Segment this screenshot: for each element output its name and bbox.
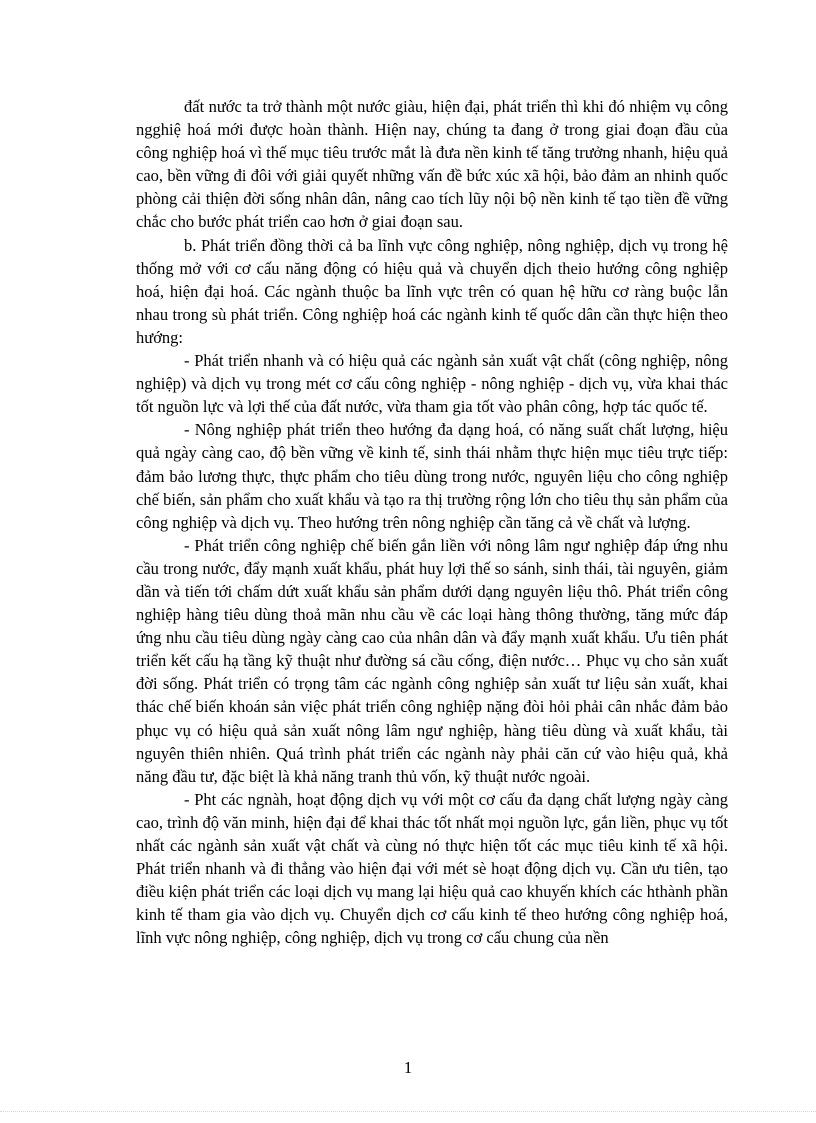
body-text [136,95,728,949]
paragraph: b. Phát triển đồng thời cả ba lĩnh vực công nghiệp, nông nghiệp, dịch vụ trong hệ thống mở với cơ cấu năng động có hiệu quả và chuyển dịch theio hướng công nghiệp hoá, hiện đại hoá. Các ngành thuộc ba lĩnh vực trên có quan hệ hữu cơ ràng buộc lẫn nhau trong sù phát triển. Công nghiệp hoá các ngành kinh tế quốc dân cần thực hiện theo hướng: [136,235,728,347]
paragraph: - Nông nghiệp phát triển theo hướng đa dạng hoá, có năng suất chất lượng, hiệu quả ngày càng cao, độ bền vững về kinh tế, sinh thái nhằm thực hiện mục tiêu trực tiếp: đảm bảo lương thực, thực phẩm cho tiêu dùng trong nước, nguyên liệu cho công nghiệp chế biến, sản phẩm cho xuất khẩu và tạo ra thị trường rộng lớn cho tiêu thụ sản phẩm của công nghiệp và dịch vụ. Theo hướng trên nông nghiệp cần tăng cả về chất và lượng. [136,420,728,532]
paragraph: - Phát triển nhanh và có hiệu quả các ngành sản xuất vật chất (công nghiệp, nông nghiệp) và dịch vụ trong mét cơ cấu công nghiệp - nông nghiệp - dịch vụ, vừa khai thác tốt nguồn lực và lợi thế của đất nước, vừa tham gia tốt vào phân công, hợp tác quốc tế. [136,351,728,417]
page-bottom-divider [0,1111,816,1112]
paragraph: - Pht các ngnàh, hoạt động dịch vụ với một cơ cấu đa dạng chất lượng ngày càng cao, trình độ văn minh, hiện đại để khai thác tốt nhất mọi nguồn lực, gắn liền, phục vụ tốt nhất các ngành sản xuất vật chất và cùng nó thực hiện tốt các mục tiêu kinh tế xã hội. Phát triển nhanh và đi thẳng vào hiện đại với mét sè hoạt động dịch vụ. Cần ưu tiên, tạo điều kiện phát triển các loại dịch vụ mang lại hiệu quả cao khuyến khích các hthành phần kinh tế tham gia vào dịch vụ. Chuyển dịch cơ cấu kinh tế theo hướng công nghiệp hoá, lĩnh vực nông nghiệp, công nghiệp, dịch vụ trong cơ cấu chung của nền [136,789,728,948]
paragraph: - Phát triển công nghiệp chế biến gắn liền với nông lâm ngư nghiệp đáp ứng nhu cầu trong nước, đẩy mạnh xuất khẩu, phát huy lợi thế so sánh, sinh thái, tài nguyên, giảm dần và tiến tới chấm dứt xuất khẩu sản phẩm dưới dạng nguyên liệu thô. Phát triển công nghiệp hàng tiêu dùng thoả mãn nhu cầu về các loại hàng thông thường, tăng mức đáp ứng nhu cầu tiêu dùng ngày càng cao của nhân dân và đẩy mạnh xuất khẩu. Ưu tiên phát triển kết cấu hạ tầng kỹ thuật như đường sá cầu cống, điện nước… Phục vụ cho sản xuất đời sống. Phát triển có trọng tâm các ngành công nghiệp sản xuất tư liệu sản xuất, khai thác chế biến khoán sản việc phát triển công nghiệp nặng đòi hỏi phải cân nhắc đảm bảo phục vụ có hiệu quả sản xuất nông lâm ngư nghiệp, hàng tiêu dùng và xuất khẩu, tài nguyên thiên nhiên. Quá trình phát triển các ngành này phải căn cứ vào hiệu quả, khả năng đầu tư, đặc biệt là khả năng tranh thủ vốn, kỹ thuật nước ngoài. [136,535,728,786]
paragraph: đất nước ta trở thành một nước giàu, hiện đại, phát triển thì khi đó nhiệm vụ công ngghiệ hoá mới được hoàn thành. Hiện nay, chúng ta đang ở trong giai đoạn đầu của công nghiệp hoá vì thế mục tiêu trước mắt là đưa nền kinh tế tăng trưởng nhanh, hiệu quả cao, bền vững đi đôi với giải quyết những vấn đề bức xúc xã hội, bảo đảm an nhinh quốc phòng cải thiện đời sống nhân dân, nâng cao tích lũy nội bộ nền kinh tế tạo tiền đề vững chắc cho bước phát triển cao hơn ở giai đoạn sau. [136,97,728,232]
page-number: 1 [403,1058,413,1077]
